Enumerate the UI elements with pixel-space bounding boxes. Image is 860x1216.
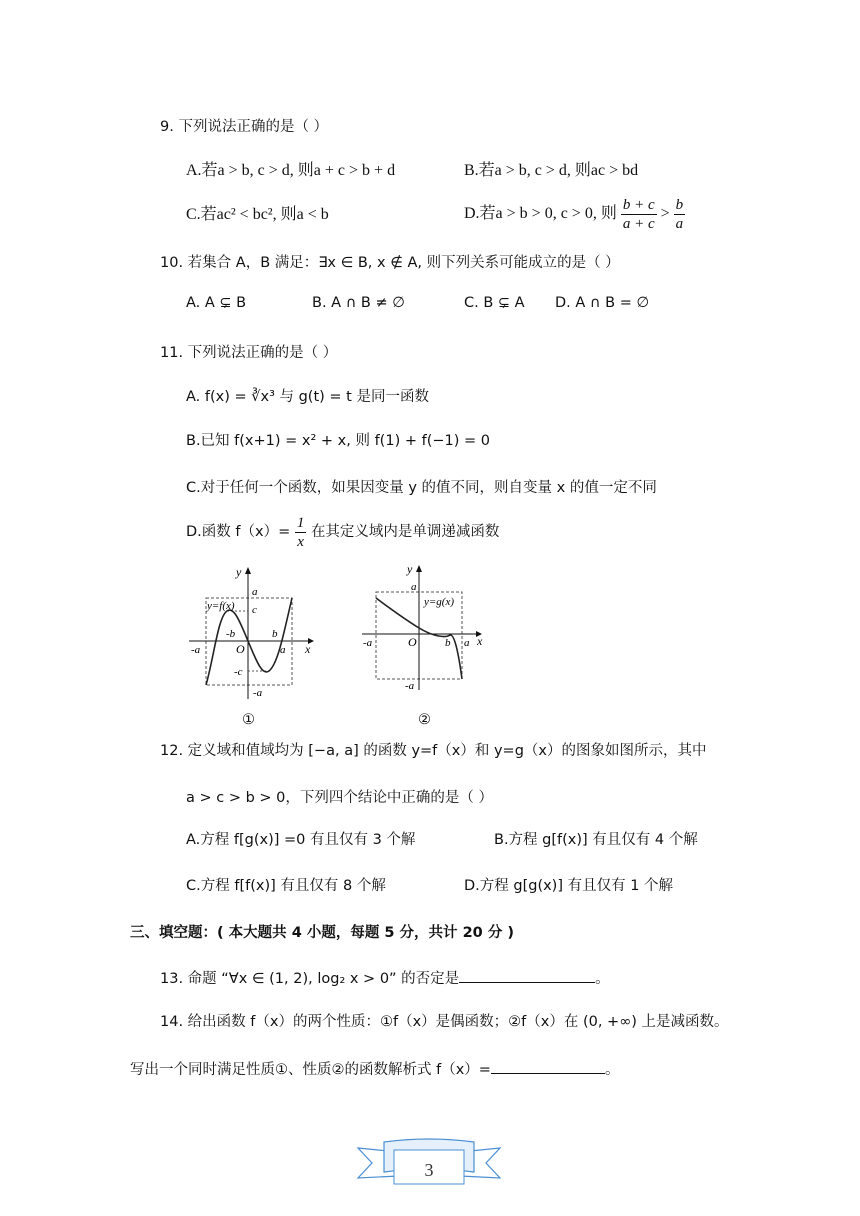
q11-option-d-suffix: 在其定义域内是单调递减函数	[310, 524, 500, 540]
q14-line-1: 14. 给出函数 f（x）的两个性质：①f（x）是偶函数；②f（x）在 (0, +∞) 上是减函数。	[160, 1014, 729, 1030]
q9-option-d-gt: >	[660, 205, 670, 222]
q9-option-d-fraction-2	[674, 196, 686, 233]
q12-option-c: C.方程 f[f(x)] 有且仅有 8 个解	[186, 878, 386, 894]
page-number-ribbon	[354, 1136, 504, 1190]
q11-frac-numerator: 1	[296, 514, 305, 531]
q11-option-d	[186, 510, 499, 554]
q11-stem: 11. 下列说法正确的是（ ）	[160, 345, 338, 361]
graph-2-label-a-top: a	[411, 581, 417, 593]
q14-line-2-suffix: 。	[604, 1062, 620, 1078]
q13	[160, 966, 610, 990]
graph-1-caption: ①	[242, 712, 255, 728]
graph-2	[358, 562, 498, 712]
graph-2-label-a-right: a	[464, 637, 470, 649]
graph-1-label-neg-a: -a	[191, 644, 201, 656]
graph-2-y-label: y	[407, 562, 413, 576]
graph-1-label-a-right: a	[280, 644, 286, 656]
q13-answer-blank[interactable]	[459, 966, 595, 983]
q9-option-d	[464, 194, 685, 234]
graph-1-label-neg-b: -b	[226, 628, 236, 640]
graph-2-origin: O	[408, 635, 417, 649]
q9-frac2-numerator: b	[675, 196, 684, 213]
graph-1-origin: O	[236, 642, 245, 656]
q14-line-2	[130, 1057, 619, 1081]
q14-line-2-prefix: 写出一个同时满足性质①、性质②的函数解析式 f（x）=	[130, 1062, 491, 1078]
graph-1-func-label: y=f(x)	[207, 600, 235, 612]
q10-stem: 10. 若集合 A，B 满足：∃x ∈ B, x ∉ A, 则下列关系可能成立的是（ ）	[160, 255, 620, 271]
q13-prefix: 13. 命题 “∀x ∈ (1, 2), log₂ x > 0” 的否定是	[160, 971, 460, 987]
q9-frac1-denominator: a + c	[622, 215, 655, 232]
q9-option-c: C.若ac² < bc², 则a < b	[186, 206, 329, 223]
q10-option-b: B. A ∩ B ≠ ∅	[312, 295, 405, 311]
graph-2-label-neg-a-bottom: -a	[405, 680, 415, 692]
graph-1-x-label: x	[305, 642, 311, 656]
q11-option-d-prefix: D.函数 f（x）=	[186, 524, 291, 540]
graph-2-label-neg-a: -a	[363, 637, 373, 649]
q12-option-d: D.方程 g[g(x)] 有且仅有 1 个解	[464, 878, 674, 894]
q14-answer-blank[interactable]	[491, 1057, 605, 1074]
q11-frac-denominator: x	[297, 533, 304, 550]
q10-option-c: C. B ⊊ A	[464, 295, 525, 311]
graph-2-label-b: b	[445, 637, 451, 649]
graph-1	[186, 562, 326, 712]
q11-option-c: C.对于任何一个函数，如果因变量 y 的值不同，则自变量 x 的值一定不同	[186, 480, 657, 496]
q9-option-d-fraction-1	[621, 196, 657, 233]
q9-stem: 9. 下列说法正确的是（ ）	[160, 119, 329, 135]
q9-frac2-denominator: a	[675, 215, 684, 232]
graph-1-label-a-top: a	[252, 586, 258, 598]
graph-1-label-neg-c: -c	[234, 666, 243, 678]
q12-line-1: 12. 定义域和值域均为 [−a, a] 的函数 y=f（x）和 y=g（x）的图象如图所示，其中	[160, 743, 707, 759]
q9-option-b: B.若a > b, c > d, 则ac > bd	[464, 162, 639, 179]
graph-1-y-arrow	[245, 567, 251, 574]
q12-line-2: a > c > b > 0，下列四个结论中正确的是（ ）	[186, 790, 493, 806]
graph-1-label-c: c	[252, 604, 257, 616]
q11-option-d-fraction	[295, 514, 307, 551]
graph-2-x-label: x	[477, 634, 483, 648]
q11-option-a: A. f(x) = ∛x³ 与 g(t) = t 是同一函数	[186, 389, 429, 405]
graph-2-caption: ②	[418, 712, 431, 728]
section-3-title: 三、填空题：( 本大题共 4 小题，每题 5 分，共计 20 分 )	[130, 925, 514, 941]
q9-frac1-numerator: b + c	[622, 196, 655, 213]
q13-suffix: 。	[595, 971, 610, 987]
q10-option-d: D. A ∩ B = ∅	[555, 295, 650, 311]
q9-option-a: A.若a > b, c > d, 则a + c > b + d	[186, 162, 396, 179]
q9-option-d-prefix: D.若a > b > 0, c > 0, 则	[464, 205, 617, 222]
page-number: 3	[424, 1160, 434, 1180]
graph-2-y-arrow	[416, 565, 422, 572]
q12-option-b: B.方程 g[f(x)] 有且仅有 4 个解	[494, 832, 698, 848]
graph-1-label-neg-a-bottom: -a	[253, 687, 263, 699]
graph-1-label-b: b	[272, 628, 278, 640]
graph-1-y-label: y	[236, 565, 242, 579]
q11-option-b: B.已知 f(x+1) = x² + x, 则 f(1) + f(−1) = 0	[186, 433, 490, 449]
graph-2-func-label: y=g(x)	[424, 596, 455, 608]
q10-option-a: A. A ⊊ B	[186, 295, 247, 311]
q12-option-a: A.方程 f[g(x)] =0 有且仅有 3 个解	[186, 832, 416, 848]
